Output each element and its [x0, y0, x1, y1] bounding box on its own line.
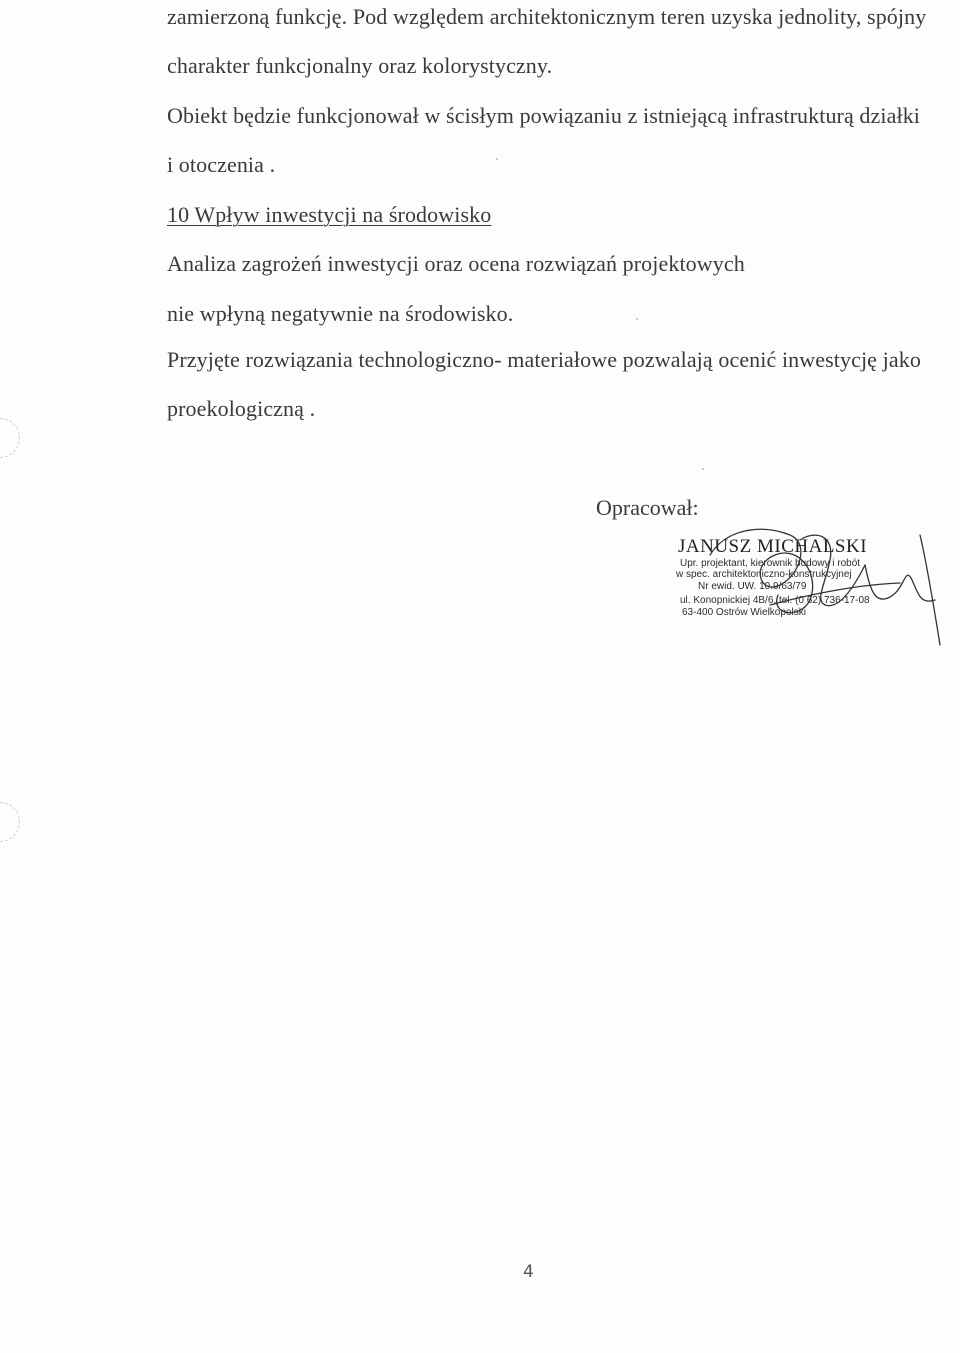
paragraph-4-line-2: proekologiczną .	[167, 396, 316, 421]
stamp-address: ul. Konopnickiej 4B/6, tel. (0 62) 736-17-08	[680, 595, 870, 606]
scan-speck	[702, 468, 704, 470]
stamp-qualification: Upr. projektant, kierownik budowy i robót	[680, 558, 861, 569]
stamp-registry-number: Nr ewid. UW. 10.9/63/79	[698, 581, 807, 592]
stamp-city: 63-400 Ostrów Wielkopolski	[682, 607, 806, 618]
page-number: 4	[523, 1262, 534, 1282]
punch-hole-mark	[0, 802, 20, 842]
paragraph-1-line-2: charakter funkcjonalny oraz kolorystyczny.	[167, 53, 553, 78]
paragraph-2-line-2: i otoczenia .	[167, 152, 276, 177]
scan-speck	[636, 318, 638, 320]
stamp-name: JANUSZ MICHALSKI	[678, 536, 868, 557]
scan-speck	[496, 158, 498, 160]
paragraph-2-line-1: Obiekt będzie funkcjonował w ścisłym powiązaniu z istniejącą infrastrukturą działki	[167, 103, 921, 128]
stamp-specialty: w spec. architektoniczno-konstrukcyjnej	[676, 569, 852, 580]
handwritten-signature	[650, 505, 950, 665]
section-heading: 10 Wpływ inwestycji na środowisko	[167, 202, 492, 227]
paragraph-3-line-2: nie wpłyną negatywnie na środowisko.	[167, 301, 514, 326]
punch-hole-mark	[0, 418, 20, 458]
prepared-by-label: Opracował:	[596, 495, 699, 520]
paragraph-3-line-1: Analiza zagrożeń inwestycji oraz ocena rozwiązań projektowych	[167, 251, 745, 276]
paragraph-1-line-1: zamierzoną funkcję. Pod względem architektonicznym teren uzyska jednolity, spójny	[167, 4, 927, 29]
paragraph-4-line-1: Przyjęte rozwiązania technologiczno- materiałowe pozwalają ocenić inwestycję jako	[167, 347, 921, 372]
